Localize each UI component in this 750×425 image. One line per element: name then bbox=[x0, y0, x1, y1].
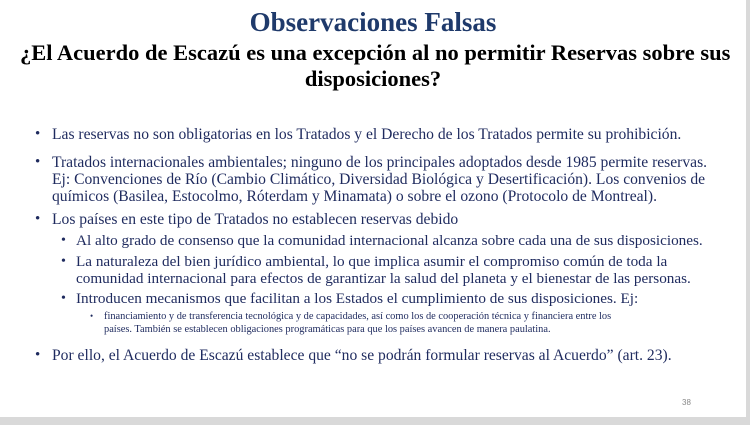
sub-sub-bullet-item bbox=[90, 310, 612, 336]
bullet-text: países. También se establecen obligaciones programáticas para que los países avancen de manera paulatina. bbox=[104, 324, 551, 335]
subtitle-line: ¿El Acuerdo de Escazú es una excepción al no permitir Reservas sobre sus bbox=[20, 40, 731, 65]
sub-bullet-item bbox=[61, 253, 691, 287]
subtitle-line: disposiciones? bbox=[304, 66, 442, 91]
bullet-text: químicos (Basilea, Estocolmo, Róterdam y Minamata) o sobre el ozono (Protocolo de Montreal). bbox=[52, 188, 657, 205]
sub-bullet-item bbox=[61, 232, 703, 249]
bullet-item bbox=[35, 211, 459, 228]
bullet-text: Al alto grado de consenso que la comunidad internacional alcanza sobre cada una de sus disposiciones. bbox=[76, 232, 703, 249]
bullet-marker: • bbox=[61, 233, 66, 248]
bullet-text: La naturaleza del bien jurídico ambiental, lo que implica asumir el compromiso común de toda la bbox=[76, 253, 668, 270]
page-number: 38 bbox=[682, 398, 691, 407]
bullet-marker: • bbox=[90, 311, 94, 321]
bullet-text: Ej: Convenciones de Río (Cambio Climático, Diversidad Biológica y Desertificación). Los convenios de bbox=[52, 171, 706, 188]
bullet-marker: • bbox=[35, 126, 41, 142]
bullet-text: Los países en este tipo de Tratados no establecen reservas debido bbox=[52, 211, 459, 228]
bullet-text: Por ello, el Acuerdo de Escazú establece que “no se podrán formular reservas al Acuerdo” (art. 23). bbox=[52, 347, 672, 364]
bullet-marker: • bbox=[35, 211, 41, 227]
bullet-text: Las reservas no son obligatorias en los Tratados y el Derecho de los Tratados permite su prohibición. bbox=[52, 126, 682, 143]
slide-title: Observaciones Falsas bbox=[249, 7, 497, 37]
bullet-text: Introducen mecanismos que facilitan a los Estados el cumplimiento de sus disposiciones. Ej: bbox=[76, 290, 639, 307]
bullet-marker: • bbox=[35, 154, 41, 170]
bullet-marker: • bbox=[35, 347, 41, 363]
bullet-marker: • bbox=[61, 254, 66, 269]
bullet-item bbox=[35, 154, 708, 205]
bullet-text: financiamiento y de transferencia tecnológica y de capacidades, así como los de cooperación técnica y financiera entre los bbox=[104, 311, 612, 322]
bullet-text: comunidad internacional para efectos de garantizar la salud del planeta y el bienestar de las personas. bbox=[76, 270, 691, 287]
sub-bullet-item bbox=[61, 290, 639, 307]
bullet-item bbox=[35, 347, 672, 364]
bullet-text: Tratados internacionales ambientales; ninguno de los principales adoptados desde 1985 permite reservas. bbox=[52, 154, 708, 171]
bullet-item bbox=[35, 126, 682, 143]
bullet-marker: • bbox=[61, 291, 66, 306]
